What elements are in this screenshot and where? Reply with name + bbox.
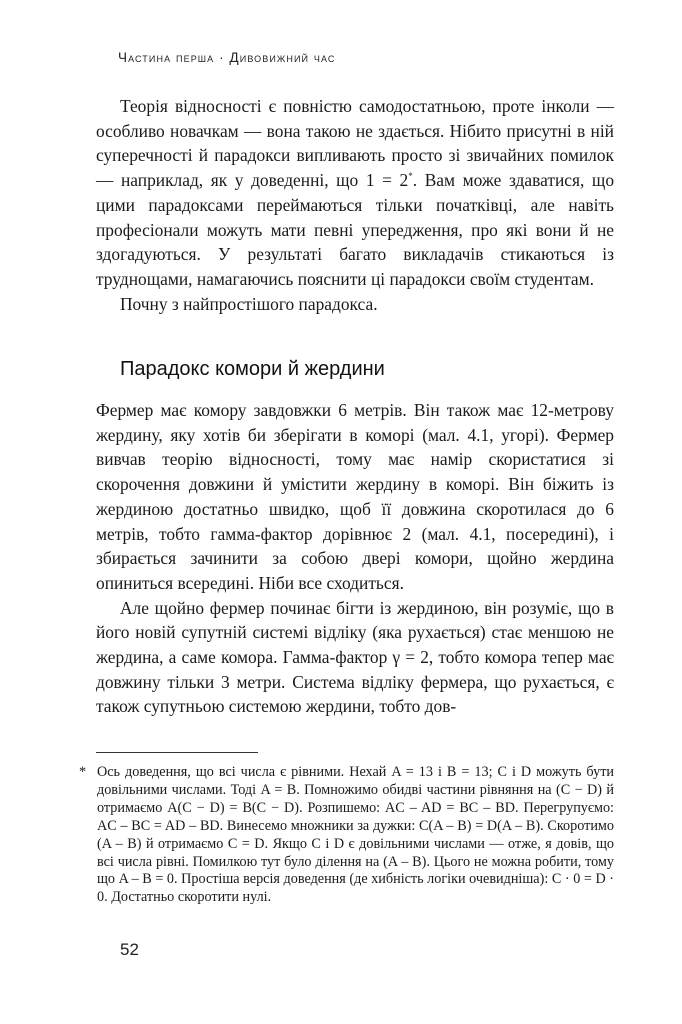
page-number: 52: [120, 940, 139, 959]
footnote: [79, 764, 614, 907]
section-text: [96, 398, 614, 719]
intro-text: [96, 94, 614, 316]
footnote-reference: *: [408, 171, 413, 182]
intro-paragraph-1-text-before: Теорія відносності є повністю самодостатньою, проте інколи — особливо новачкам — вона такою не здається. Нібито присутні в ній суперечності й парадокси випливають просто зі звичайних помилок — наприклад, як у доведенні, що 1 = 2: [96, 96, 614, 191]
section-paragraph-1: Фермер має комору завдовжки 6 метрів. Він також має 12-метрову жердину, яку хотів би зберігати в коморі (мал. 4.1, угорі). Фермер вивчав теорію відносності, тому має намір скористатися зі скорочення довжини й умістити жердину в коморі. Він біжить із жердиною достатньо швидко, щоб її довжина скоротилася до 6 метрів, тобто гамма-фактор дорівнює 2 (мал. 4.1, посередині), і збирається зачинити за собою двері комори, щойно жердина опиниться всередині. Ніби все сходиться.: [96, 400, 614, 593]
section-heading: Парадокс комори й жердини: [120, 358, 385, 380]
intro-paragraph-1-text-after: . Вам може здаватися, що цими парадоксами переймаються тільки початківці, але навіть професіонали можуть мати певні упередження, про які вони й не здогадуються. У результаті багато викладачів стикаються із труднощами, намагаючись пояснити ці парадокси своїм студентам.: [96, 170, 615, 289]
intro-paragraph-1: [96, 94, 614, 292]
intro-paragraph-2: Почну з найпростішого парадокса.: [120, 293, 378, 314]
footnote-divider: [96, 752, 258, 753]
running-head: Частина перша · Дивовижний час: [118, 50, 336, 65]
footnote-text: Ось доведення, що всі числа є рівними. Нехай A = 13 і B = 13; C і D можуть бути довільними числами. Тоді A = B. Помножимо обидві частини рівняння на (C − D) й отримаємо A(C − D) = B(C − D). Розпишемо: AC – AD = BC – BD. Перегрупуємо: AC – BC = AD – BD. Винесемо множники за дужки: C(A – B) = D(A – B). Скоротимо (A – B) й отримаємо C = D. Якщо C і D є довільними числами — отже, я довів, що всі числа рівні. Помилкою тут було ділення на (A – B). Цього не можна робити, тому що A – B = 0. Простіша версія доведення (де хибність логіки очевидніша): C · 0 = D · 0. Достатньо скоротити нулі.: [97, 764, 614, 906]
section-paragraph-2: Але щойно фермер починає бігти із жердиною, він розуміє, що в його новій супутній системі відліку (яка рухається) стає меншою не жердина, а саме комора. Гамма-фактор γ = 2, тобто комора тепер має довжину тільки 3 метри. Система відліку фермера, що рухається, є також супутньою системою жердини, тобто дов-: [96, 597, 614, 717]
footnote-marker: *: [79, 764, 87, 780]
